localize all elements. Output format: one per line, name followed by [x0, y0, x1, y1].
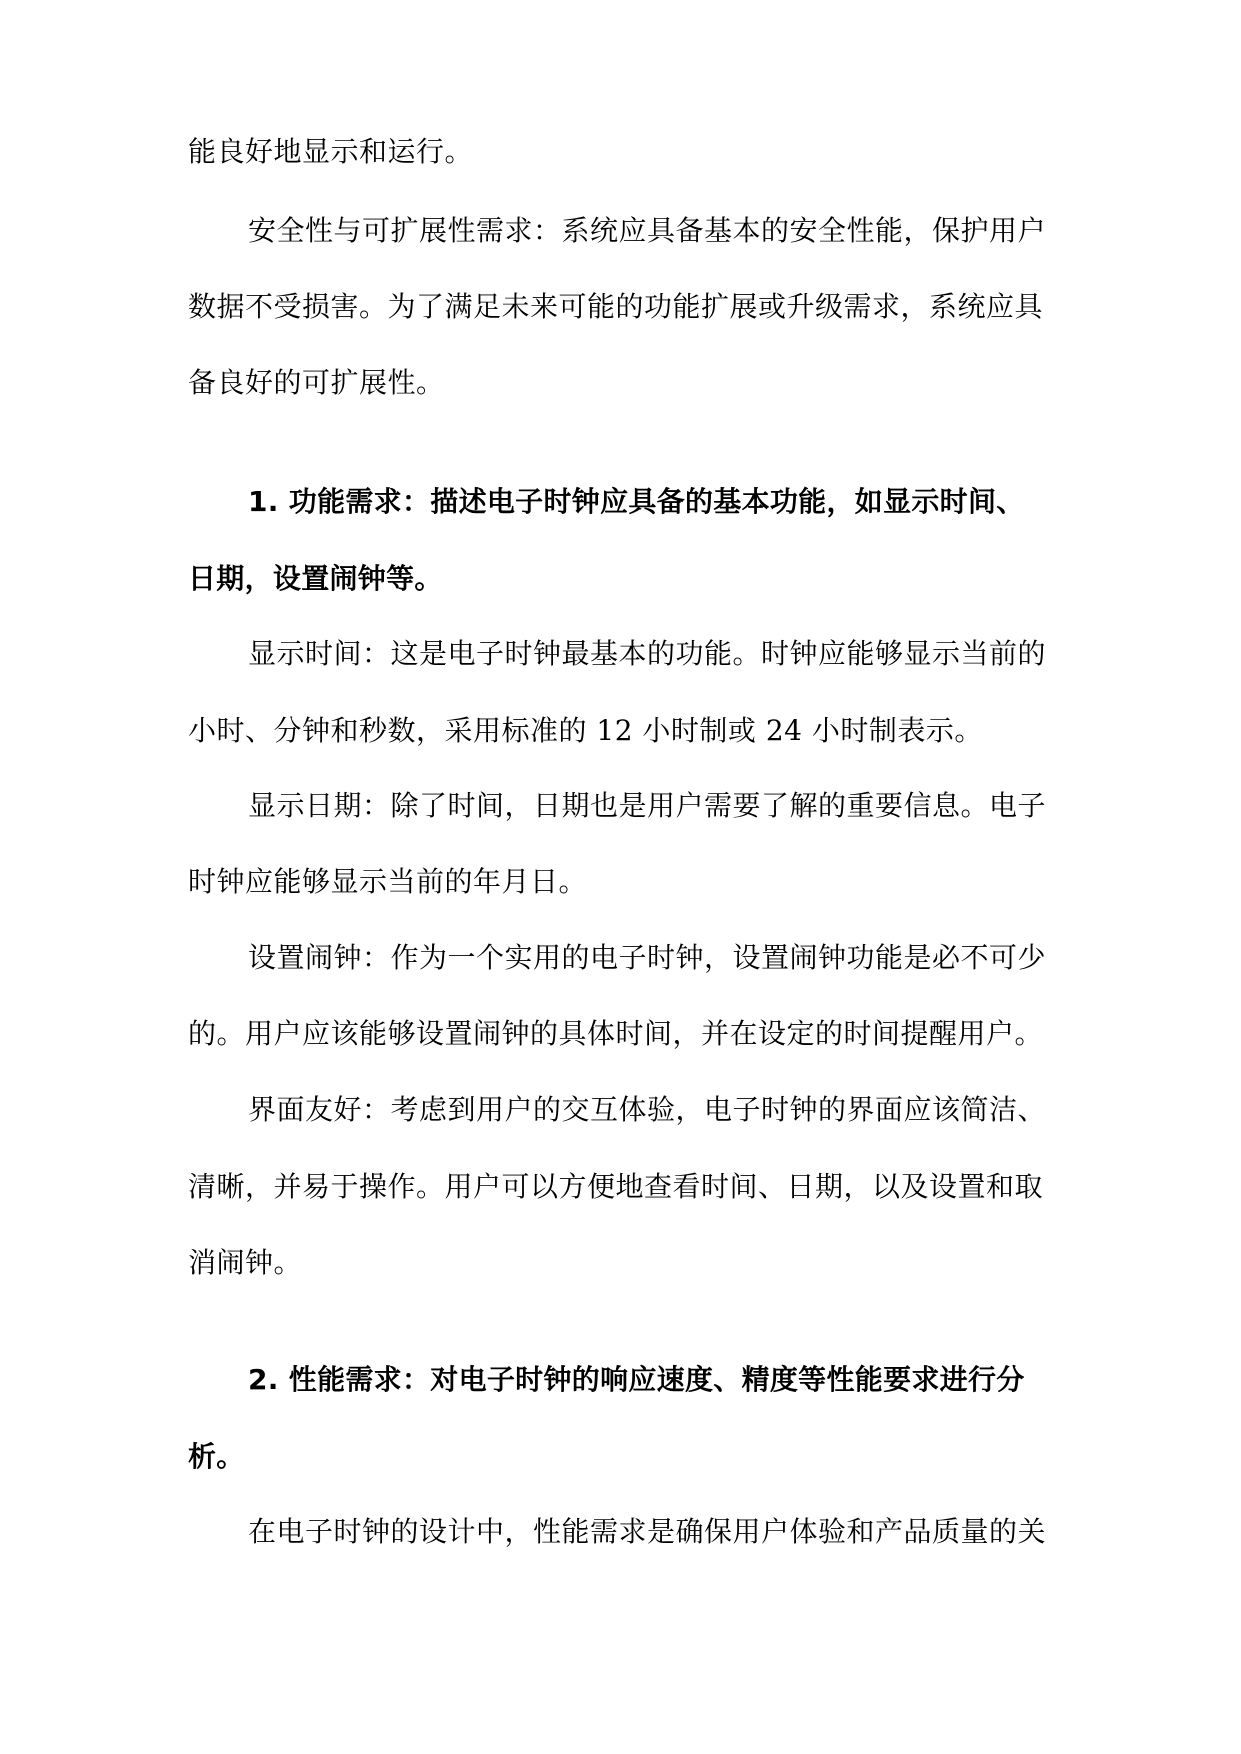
paragraph-line: 时钟应能够显示当前的年月日。 [188, 865, 588, 898]
paragraph-line: 数据不受损害。为了满足未来可能的功能扩展或升级需求，系统应具 [188, 290, 1044, 323]
section-heading: 析。 [188, 1440, 245, 1473]
paragraph-line: 设置闹钟：作为一个实用的电子时钟，设置闹钟功能是必不可少 [248, 941, 1047, 974]
paragraph-line: 备良好的可扩展性。 [188, 366, 445, 399]
paragraph-line: 显示时间：这是电子时钟最基本的功能。时钟应能够显示当前的 [248, 637, 1047, 670]
paragraph-line: 界面友好：考虑到用户的交互体验，电子时钟的界面应该简洁、 [248, 1093, 1047, 1126]
paragraph-line: 的。用户应该能够设置闹钟的具体时间，并在设定的时间提醒用户。 [188, 1017, 1044, 1050]
paragraph-line: 在电子时钟的设计中，性能需求是确保用户体验和产品质量的关 [248, 1515, 1047, 1548]
section-heading: 1. 功能需求：描述电子时钟应具备的基本功能，如显示时间、 [248, 485, 1025, 518]
paragraph-line: 小时、分钟和秒数，采用标准的 12 小时制或 24 小时制表示。 [188, 714, 983, 747]
paragraph-line: 能良好地显示和运行。 [188, 135, 474, 168]
section-heading: 日期，设置闹钟等。 [188, 562, 443, 595]
paragraph-line: 清晰，并易于操作。用户可以方便地查看时间、日期，以及设置和取 [188, 1170, 1044, 1203]
section-heading: 2. 性能需求：对电子时钟的响应速度、精度等性能要求进行分 [248, 1363, 1025, 1396]
paragraph-line: 显示日期：除了时间，日期也是用户需要了解的重要信息。电子 [248, 789, 1047, 822]
paragraph-line: 消闹钟。 [188, 1246, 303, 1279]
paragraph-line: 安全性与可扩展性需求：系统应具备基本的安全性能，保护用户 [248, 214, 1047, 247]
